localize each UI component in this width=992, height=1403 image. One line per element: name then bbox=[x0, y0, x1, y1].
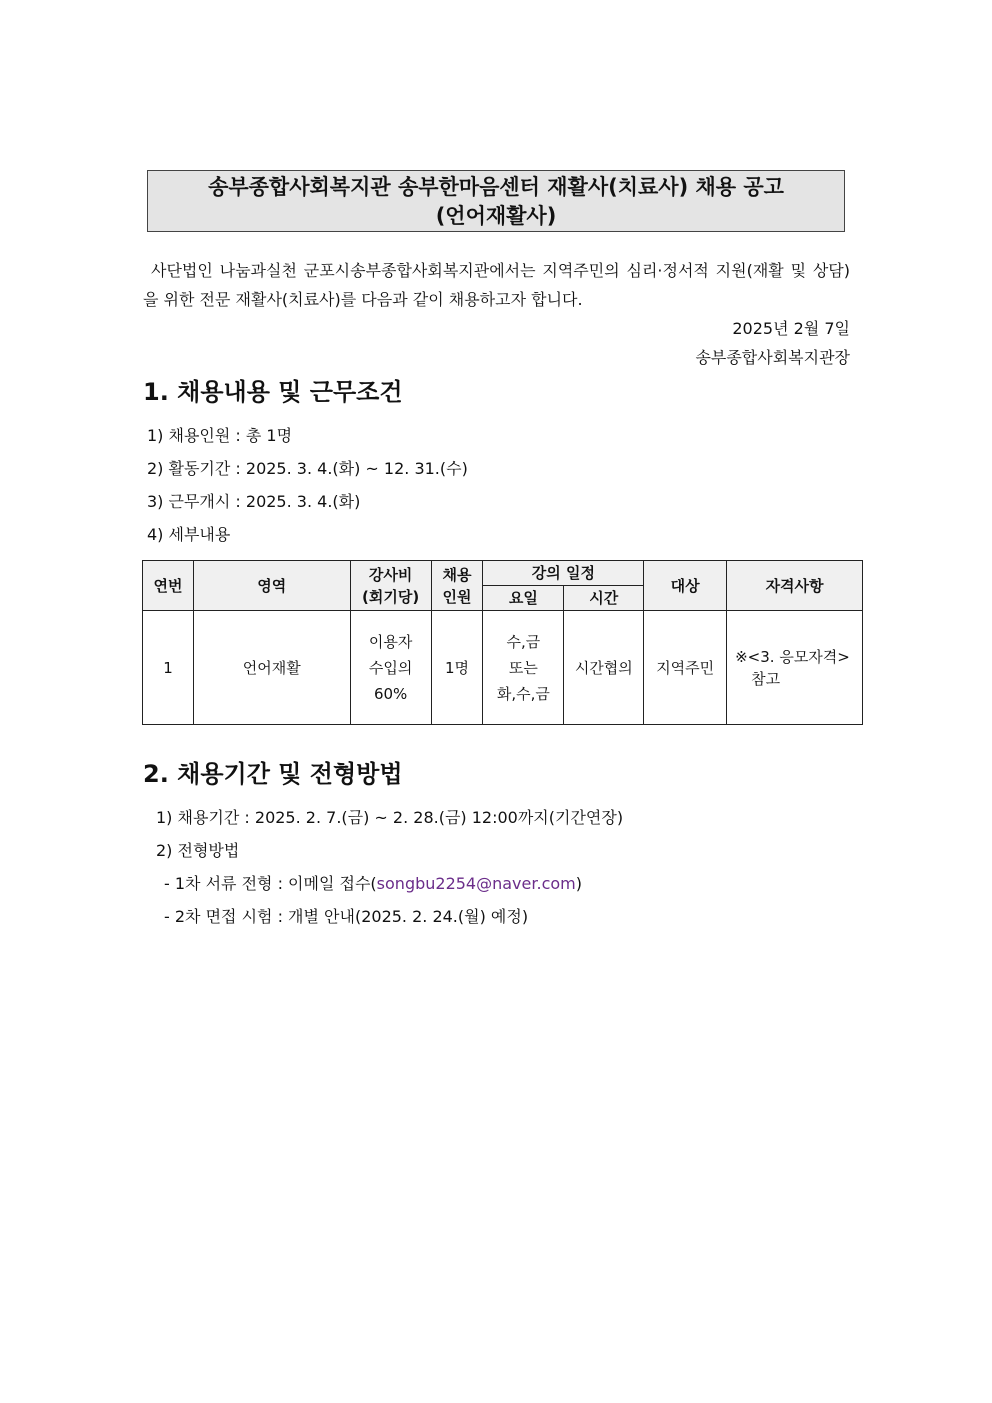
table-row bbox=[143, 611, 863, 725]
list-item-step1 bbox=[156, 867, 623, 900]
list-item: 1) 채용인원 : 총 1명 bbox=[147, 426, 293, 445]
list-item: 3) 근무개시 : 2025. 3. 4.(화) bbox=[147, 492, 361, 511]
list-item: 2) 활동기간 : 2025. 3. 4.(화) ~ 12. 31.(수) bbox=[147, 459, 468, 478]
cell-time: 시간협의 bbox=[564, 611, 644, 725]
email-address[interactable]: songbu2254@naver.com bbox=[376, 874, 576, 893]
notice-date: 2025년 2월 7일 bbox=[732, 319, 850, 338]
section1-heading: 1. 채용내용 및 근무조건 bbox=[143, 378, 403, 406]
cell-target: 지역주민 bbox=[644, 611, 727, 725]
notice-title-box bbox=[147, 170, 845, 232]
notice-signer: 송부종합사회복지관장 bbox=[695, 348, 850, 367]
intro-block bbox=[143, 256, 850, 372]
cell-fee-line1: 이용자 bbox=[368, 632, 413, 651]
header-fee bbox=[350, 561, 431, 611]
header-hire bbox=[431, 561, 483, 611]
list-item: 1) 채용기간 : 2025. 2. 7.(금) ~ 2. 28.(금) 12:00까지(기간연장) bbox=[156, 808, 624, 827]
header-area: 영역 bbox=[193, 561, 350, 611]
section1-list bbox=[147, 419, 468, 551]
cell-fee-line3: 60% bbox=[373, 684, 408, 703]
detail-table bbox=[142, 560, 863, 725]
cell-fee bbox=[350, 611, 431, 725]
step1-suffix: ) bbox=[575, 874, 582, 893]
cell-qual-line2: 참고 bbox=[751, 669, 781, 688]
notice-subtitle: (언어재활사) bbox=[435, 204, 557, 228]
cell-no: 1 bbox=[143, 611, 194, 725]
cell-area: 언어재활 bbox=[193, 611, 350, 725]
cell-day-line3: 화,수,금 bbox=[496, 684, 550, 703]
cell-day-line1: 수,금 bbox=[506, 632, 541, 651]
header-time: 시간 bbox=[564, 586, 644, 611]
list-item: 2) 전형방법 bbox=[156, 841, 240, 860]
header-no: 연번 bbox=[143, 561, 194, 611]
intro-text: 사단법인 나눔과실천 군포시송부종합사회복지관에서는 지역주민의 심리·정서적 지원(재활 및 상담)을 위한 전문 재활사(치료사)를 다음과 같이 채용하고자 합니다. bbox=[143, 261, 850, 309]
cell-day-line2: 또는 bbox=[508, 658, 538, 677]
cell-fee-line2: 수입의 bbox=[368, 658, 413, 677]
cell-day bbox=[483, 611, 564, 725]
header-qualification: 자격사항 bbox=[727, 561, 863, 611]
header-fee-line2: (회기당) bbox=[362, 587, 420, 606]
header-target: 대상 bbox=[644, 561, 727, 611]
cell-hire: 1명 bbox=[431, 611, 483, 725]
header-hire-line1: 채용 bbox=[442, 565, 472, 584]
section2-heading: 2. 채용기간 및 전형방법 bbox=[143, 760, 403, 788]
header-fee-line1: 강사비 bbox=[368, 565, 413, 584]
header-schedule: 강의 일정 bbox=[483, 561, 644, 586]
notice-title: 송부종합사회복지관 송부한마음센터 재활사(치료사) 채용 공고 bbox=[208, 175, 784, 199]
cell-qual-line1: ※<3. 응모자격> bbox=[735, 647, 850, 666]
cell-qualification bbox=[727, 611, 863, 725]
list-item-step2: - 2차 면접 시험 : 개별 안내(2025. 2. 24.(월) 예정) bbox=[164, 907, 529, 926]
header-hire-line2: 인원 bbox=[442, 587, 472, 606]
list-item: 4) 세부내용 bbox=[147, 525, 231, 544]
section2-list bbox=[156, 801, 623, 933]
header-day: 요일 bbox=[483, 586, 564, 611]
step1-text: - 1차 서류 전형 : 이메일 접수( bbox=[164, 874, 377, 893]
